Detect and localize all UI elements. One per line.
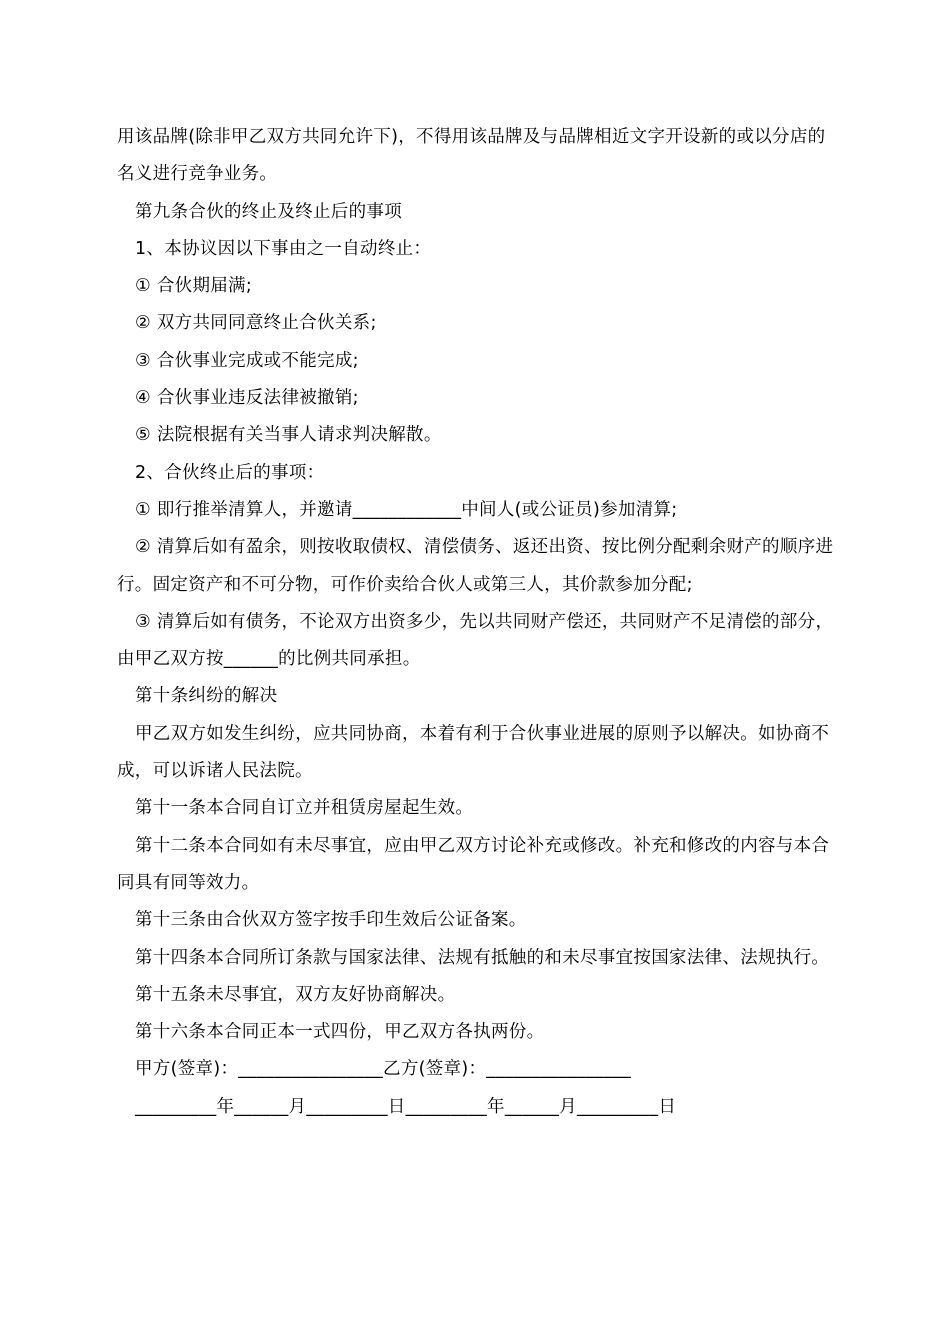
list-item-liquidation-3: ③ 清算后如有债务，不论双方出资多少，先以共同财产偿还，共同财产不足清偿的部分，由甲乙双方按______的比例共同承担。 <box>117 611 834 670</box>
paragraph-article-13: 第十三条由合伙双方签字按手印生效后公证备案。 <box>135 910 527 931</box>
signature-line: 甲方(签章)：________________乙方(签章)：________________ <box>135 1059 632 1080</box>
paragraph-article-11: 第十一条本合同自订立并租赁房屋起生效。 <box>135 798 474 819</box>
list-item-liquidation-2: ② 清算后如有盈余，则按收取债权、清偿债务、返还出资、按比例分配剩余财产的顺序进行。固定资产和不可分物，可作价卖给合伙人或第三人，其价款参加分配; <box>117 537 834 595</box>
list-item-termination-1: ① 合伙期届满; <box>135 276 253 297</box>
paragraph-article-14: 第十四条本合同所订条款与国家法律、法规有抵触的和未尽事宜按国家法律、法规执行。 <box>135 947 830 968</box>
list-item-liquidation-1: ① 即行推举清算人，并邀请____________中间人(或公证员)参加清算; <box>135 499 678 520</box>
list-item-termination-2: ② 双方共同同意终止合伙关系; <box>135 313 377 334</box>
list-item-termination-5: ⑤ 法院根据有关当事人请求判决解散。 <box>135 425 442 446</box>
paragraph-article-12: 第十二条本合同如有未尽事宜，应由甲乙双方讨论补充或修改。补充和修改的内容与本合同具有同等效力。 <box>117 835 830 893</box>
contract-page <box>117 119 835 1126</box>
paragraph-dispute: 甲乙双方如发生纠纷，应共同协商，本着有利于合伙事业进展的原则予以解决。如协商不成，可以诉诸人民法院。 <box>117 723 830 782</box>
date-line: _________年______月_________日_________年______月_________日 <box>135 1096 677 1117</box>
list-item-termination-4: ④ 合伙事业违反法律被撤销; <box>135 388 359 409</box>
list-item-termination-3: ③ 合伙事业完成或不能完成; <box>135 350 359 371</box>
heading-article-10: 第十条纠纷的解决 <box>135 686 278 707</box>
paragraph-post-termination: 2、合伙终止后的事项： <box>135 462 325 483</box>
heading-article-9: 第九条合伙的终止及终止后的事项 <box>135 201 402 222</box>
paragraph-brand-usage: 用该品牌(除非甲乙双方共同允许下)，不得用该品牌及与品牌相近文字开设新的或以分店的名义进行竞争业务。 <box>117 127 826 185</box>
paragraph-article-16: 第十六条本合同正本一式四份，甲乙双方各执两份。 <box>135 1022 545 1043</box>
paragraph-termination-causes: 1、本协议因以下事由之一自动终止： <box>135 238 432 259</box>
paragraph-article-15: 第十五条未尽事宜，双方友好协商解决。 <box>135 984 456 1005</box>
